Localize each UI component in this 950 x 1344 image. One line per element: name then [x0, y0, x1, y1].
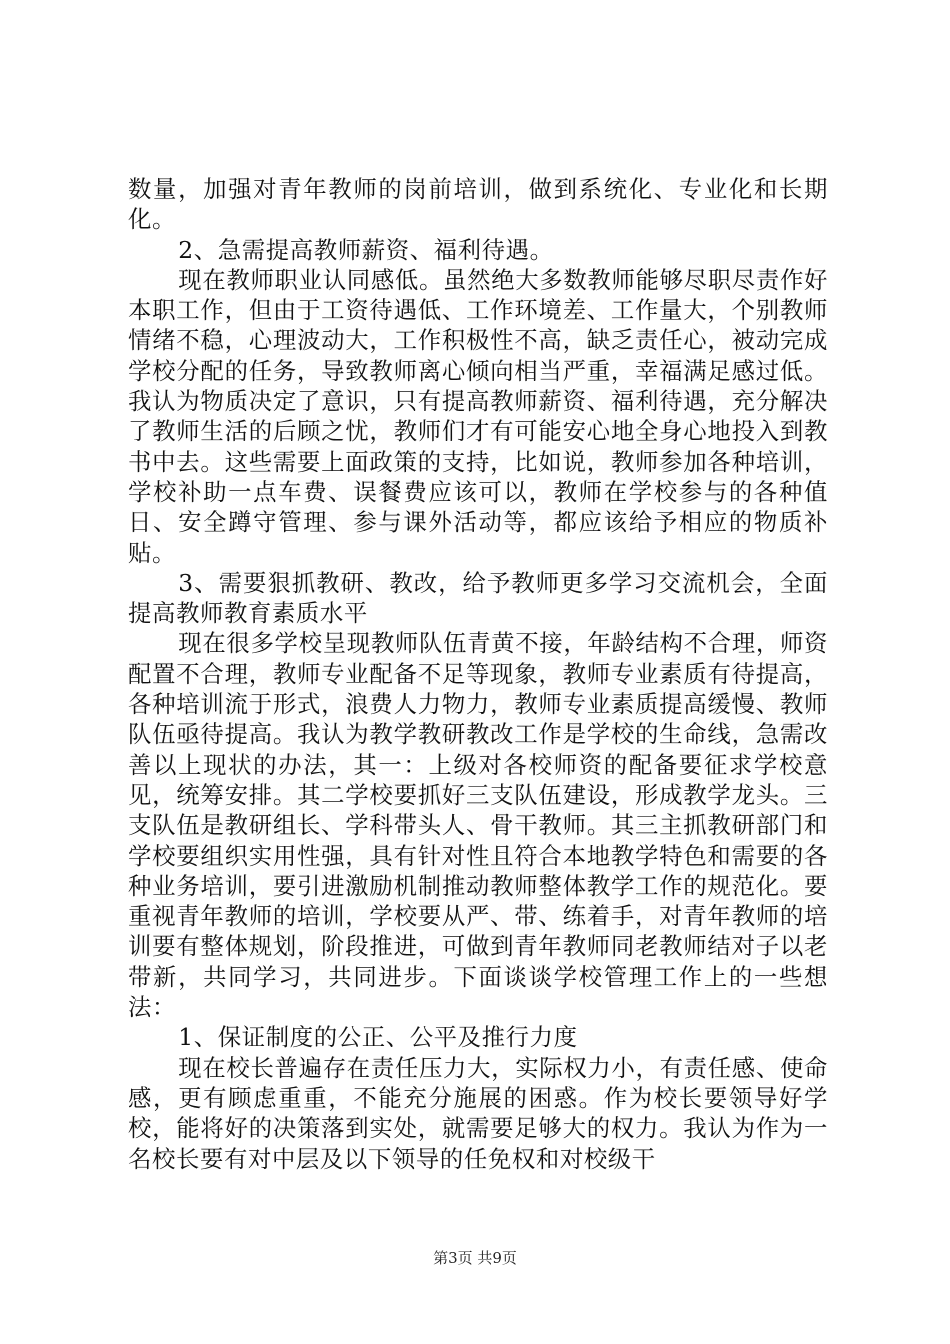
document-body: [128, 174, 828, 1174]
page-number-footer: 第3页 共9页: [433, 1249, 517, 1267]
paragraph-4-heading: 3、需要狠抓教研、教改，给予教师更多学习交流机会，全面提高教师教育素质水平: [128, 568, 828, 628]
paragraph-6-heading: 1、保证制度的公正、公平及推行力度: [178, 1023, 578, 1052]
paragraph-7: 现在校长普遍存在责任压力大，实际权力小，有责任感、使命感，更有顾虑重重，不能充分施展的困惑。作为校长要领导好学校，能将好的决策落到实处，就需要足够大的权力。我认为作为一名校长要有对中层及以下领导的任免权和对校级干: [128, 1053, 828, 1173]
paragraph-5: 现在很多学校呈现教师队伍青黄不接，年龄结构不合理，师资配置不合理，教师专业配备不足等现象，教师专业素质有待提高，各种培训流于形式，浪费人力物力，教师专业素质提高缓慢、教师队伍亟待提高。我认为教学教研教改工作是学校的生命线，急需改善以上现状的办法，其一：上级对各校师资的配备要征求学校意见，统筹安排。其二学校要抓好三支队伍建设，形成教学龙头。三支队伍是教研组长、学科带头人、骨干教师。其三主抓教研部门和学校要组织实用性强，具有针对性且符合本地教学特色和需要的各种业务培训，要引进激励机制推动教师整体教学工作的规范化。要重视青年教师的培训，学校要从严、带、练着手，对青年教师的培训要有整体规划，阶段推进，可做到青年教师同老教师结对子以老带新，共同学习，共同进步。下面谈谈学校管理工作上的一些想法：: [128, 629, 828, 1022]
paragraph-3: 现在教师职业认同感低。虽然绝大多数教师能够尽职尽责作好本职工作，但由于工资待遇低、工作环境差、工作量大，个别教师情绪不稳，心理波动大，工作积极性不高，缺乏责任心，被动完成学校分配的任务，导致教师离心倾向相当严重，幸福满足感过低。我认为物质决定了意识，只有提高教师薪资、福利待遇，充分解决了教师生活的后顾之忧，教师们才有可能安心地全身心地投入到教书中去。这些需要上面政策的支持，比如说，教师参加各种培训，学校补助一点车费、误餐费应该可以，教师在学校参与的各种值日、安全蹲守管理、参与课外活动等，都应该给予相应的物质补贴。: [128, 265, 828, 567]
paragraph-1: 数量，加强对青年教师的岗前培训，做到系统化、专业化和长期化。: [128, 175, 828, 234]
paragraph-2-heading: 2、急需提高教师薪资、福利待遇。: [178, 235, 554, 264]
